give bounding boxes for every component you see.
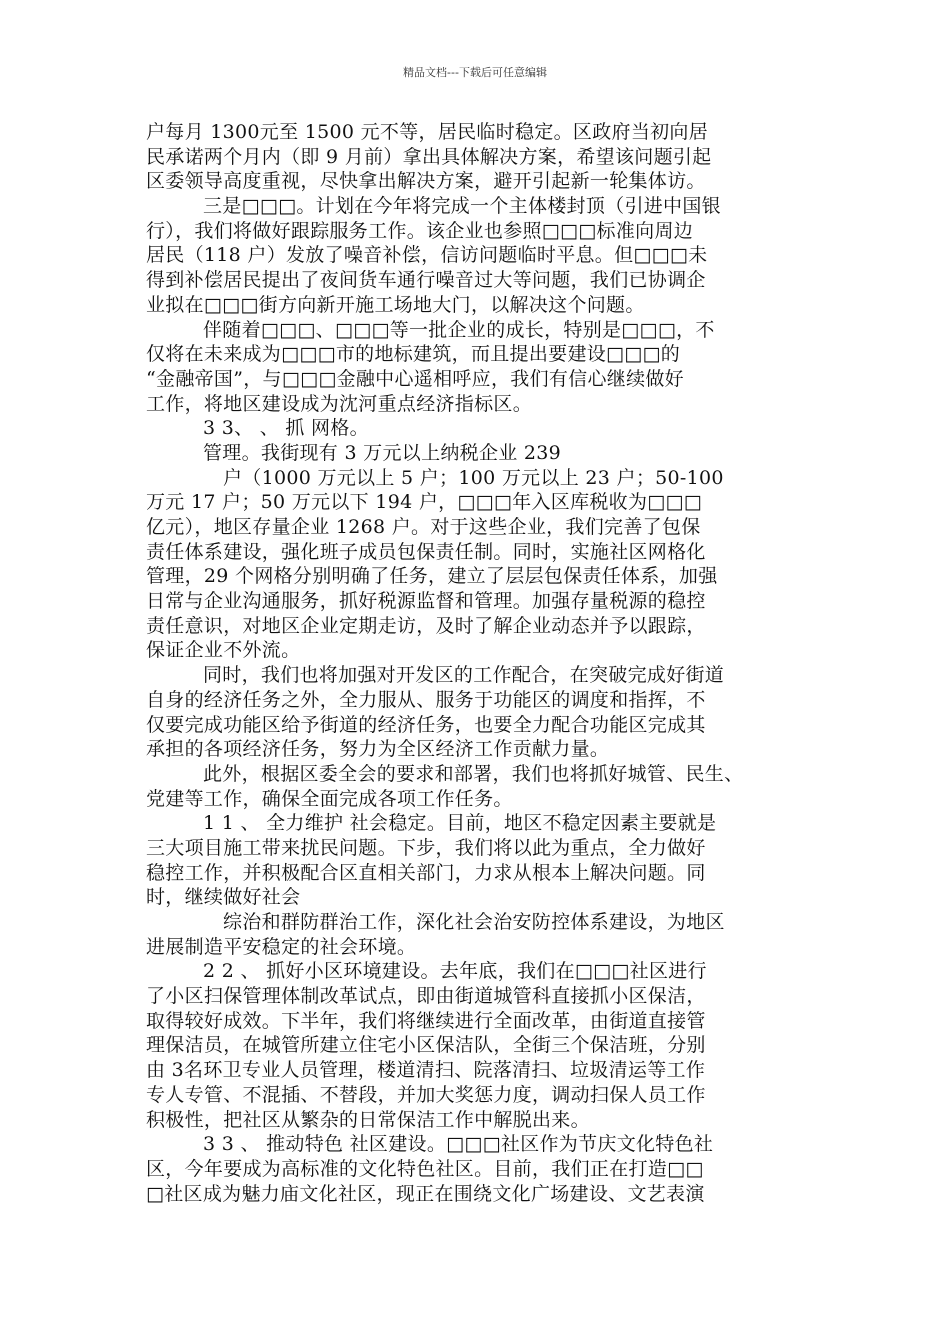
text-line: 三是□□□。计划在今年将完成一个主体楼封顶（引进中国银 [203,195,721,218]
text-line: 仅将在未来成为□□□市的地标建筑，而且提出要建设□□□的 [146,343,681,366]
text-line: 区委领导高度重视，尽快拿出解决方案，避开引起新一轮集体访。 [146,170,706,193]
text-line: 管理。我街现有 3 万元以上纳税企业 239 [203,441,562,464]
text-line: 亿元），地区存量企业 1268 户。对于这些企业，我们完善了包保 [146,516,701,538]
document-body [146,120,806,1206]
text-line: 由 3名环卫专业人员管理，楼道清扫、院落清扫、垃圾清运等工作 [146,1059,706,1082]
text-line: 日常与企业沟通服务，抓好税源监督和管理。加强存量税源的稳控 [146,590,706,613]
text-line: 3 3 、 推动特色 社区建设。□□□社区作为节庆文化特色社 [203,1133,714,1156]
text-line: 得到补偿居民提出了夜间货车通行噪音过大等问题，我们已协调企 [146,269,706,292]
text-line: 仅要完成功能区给予街道的经济任务，也要全力配合功能区完成其 [146,713,706,736]
text-line: 业拟在□□□街方向新开施工场地大门，以解决这个问题。 [146,293,645,316]
text-line: 同时，我们也将加强对开发区的工作配合，在突破完成好街道 [203,664,725,687]
text-line: 了小区扫保管理体制改革试点，即由街道城管科直接抓小区保洁， [146,985,706,1008]
text-line: 综治和群防群治工作，深化社会治安防控体系建设，为地区 [223,911,725,933]
text-line: 居民（118 户）发放了噪音补偿，信访问题临时平息。但□□□未 [146,244,708,267]
text-line: 保证企业不外流。 [146,639,301,662]
text-line: 1 1 、 全力维护 社会稳定。目前，地区不稳定因素主要就是 [203,812,717,835]
text-line: 管理，29 个网格分别明确了任务，建立了层层包保责任体系，加强 [146,565,718,588]
text-line: 取得较好成效。下半年，我们将继续进行全面改革，由街道直接管 [146,1009,706,1032]
text-line: 理保洁员，在城管所建立住宅小区保洁队，全街三个保洁班，分别 [146,1034,706,1057]
text-line: 此外，根据区委全会的要求和部署，我们也将抓好城管、民生、 [203,762,744,785]
text-line: 2 2 、 抓好小区环境建设。去年底，我们在□□□社区进行 [203,960,707,983]
text-line: 户（1000 万元以上 5 户；100 万元以上 23 户；50-100 [223,466,724,489]
text-line: 伴随着□□□、□□□等一批企业的成长，特别是□□□，不 [203,318,715,341]
text-line: 责任意识，对地区企业定期走访，及时了解企业动态并予以跟踪， [146,614,706,637]
text-line: 自身的经济任务之外，全力服从、服务于功能区的调度和指挥，不 [146,688,706,711]
text-line: □社区成为魅力庙文化社区，现正在围绕文化广场建设、文艺表演 [146,1182,705,1205]
text-line: 责任体系建设，强化班子成员包保责任制。同时，实施社区网格化 [146,540,706,563]
text-line: 工作，将地区建设成为沈河重点经济指标区。 [146,392,533,415]
text-line: “金融帝国”，与□□□金融中心遥相呼应，我们有信心继续做好 [146,367,684,390]
text-line: 稳控工作，并积极配合区直相关部门，力求从根本上解决问题。同 [146,861,706,884]
text-line: 时，继续做好社会 [146,886,301,909]
text-line: 三大项目施工带来扰民问题。下步，我们将以此为重点，全力做好 [146,836,706,859]
text-line: 行），我们将做好跟踪服务工作。该企业也参照□□□标准向周边 [146,219,694,242]
text-line: 积极性，把社区从繁杂的日常保洁工作中解脱出来。 [146,1108,590,1131]
text-line: 进展制造平安稳定的社会环境。 [146,935,417,958]
text-line: 3 3、 、 抓 网格。 [203,417,369,440]
text-line: 专人专管、不混插、不替段，并加大奖惩力度，调动扫保人员工作 [146,1083,706,1106]
text-line: 承担的各项经济任务，努力为全区经济工作贡献力量。 [146,738,610,761]
text-line: 户每月 1300元至 1500 元不等，居民临时稳定。区政府当初向居 [146,121,709,143]
page-header: 精品文档---下载后可任意编辑 [403,66,547,79]
text-line: 党建等工作，确保全面完成各项工作任务。 [146,787,513,810]
text-line: 民承诺两个月内（即 9 月前）拿出具体解决方案，希望该问题引起 [146,145,712,168]
text-line: 万元 17 户；50 万元以下 194 户，□□□年入区库税收为□□□ [146,491,703,514]
text-line: 区，今年要成为高标准的文化特色社区。目前，我们正在打造□□ [146,1157,704,1180]
